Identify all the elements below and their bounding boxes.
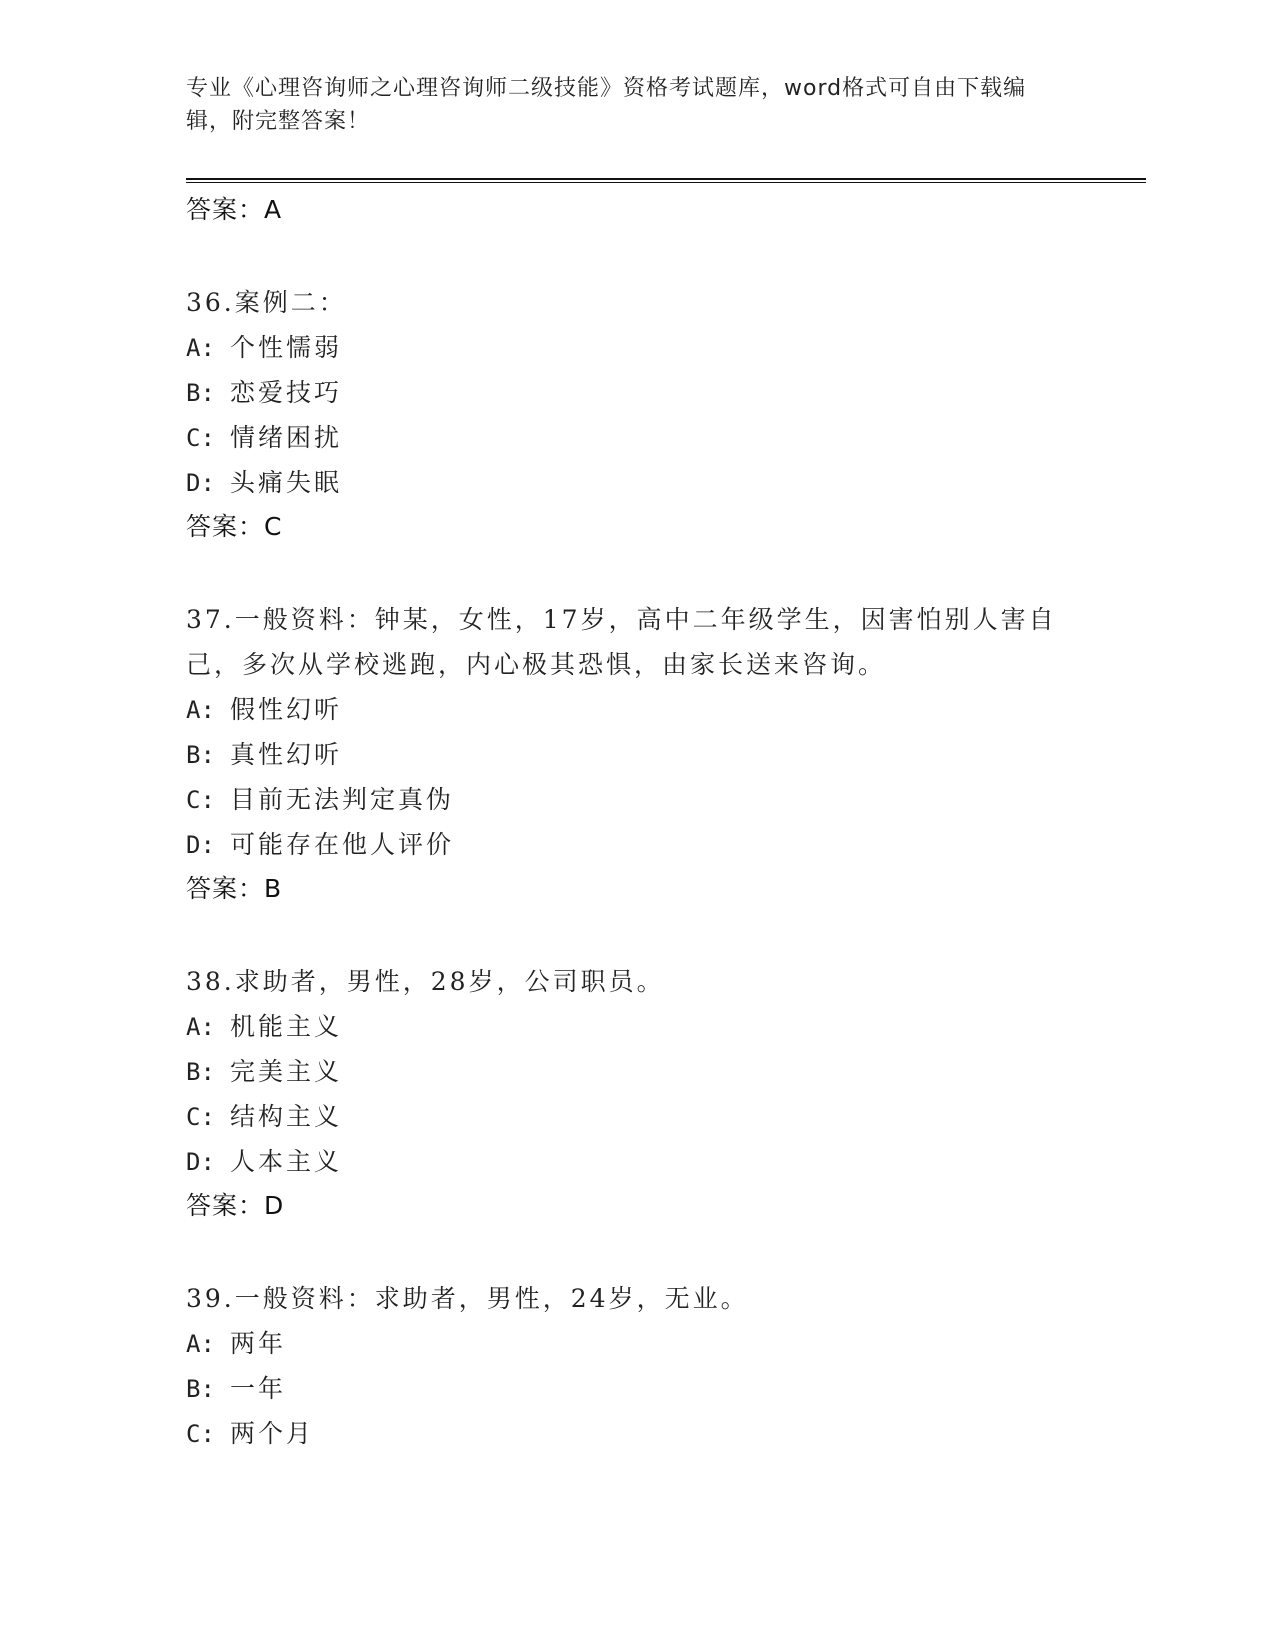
option-letter: C: xyxy=(186,1103,215,1131)
option-text: 完美主义 xyxy=(230,1057,343,1086)
option-letter: B: xyxy=(186,1058,215,1086)
option-text: 两个月 xyxy=(230,1419,315,1448)
option-letter: D: xyxy=(186,469,215,497)
question-stem: 39.一般资料：求助者，男性，24岁，无业。 xyxy=(186,1284,749,1313)
option-a xyxy=(186,1004,1086,1049)
option-text: 结构主义 xyxy=(230,1102,343,1131)
option-letter: D: xyxy=(186,1148,215,1176)
option-letter: B: xyxy=(186,379,215,407)
option-b xyxy=(186,1366,1086,1411)
option-text: 个性懦弱 xyxy=(230,333,343,362)
option-letter: C: xyxy=(186,424,215,452)
option-letter: C: xyxy=(186,1420,215,1448)
answer-line: 答案：B xyxy=(186,874,283,903)
option-letter: B: xyxy=(186,1375,215,1403)
answer-line: 答案：C xyxy=(186,512,283,541)
option-c xyxy=(186,1094,1086,1139)
option-c xyxy=(186,777,1086,822)
question-39 xyxy=(186,1276,1086,1456)
question-stem: 37.一般资料：钟某，女性，17岁，高中二年级学生，因害怕别人害自己，多次从学校逃跑，内心极其恐惧，由家长送来咨询。 xyxy=(186,605,1057,679)
option-c xyxy=(186,1411,1086,1456)
option-a xyxy=(186,325,1086,370)
option-letter: A: xyxy=(186,334,215,362)
option-letter: D: xyxy=(186,831,215,859)
option-text: 两年 xyxy=(230,1329,287,1358)
document-header: 专业《心理咨询师之心理咨询师二级技能》资格考试题库，word格式可自由下载编辑，附完整答案！ xyxy=(186,76,1027,134)
option-text: 人本主义 xyxy=(230,1147,343,1176)
option-text: 假性幻听 xyxy=(230,695,343,724)
option-text: 真性幻听 xyxy=(230,740,343,769)
option-text: 恋爱技巧 xyxy=(230,378,343,407)
option-b xyxy=(186,370,1086,415)
option-b xyxy=(186,1049,1086,1094)
question-spacer xyxy=(186,232,1086,280)
question-list xyxy=(186,188,1086,1456)
option-d xyxy=(186,822,1086,867)
question-38 xyxy=(186,959,1086,1228)
option-a xyxy=(186,1321,1086,1366)
question-37 xyxy=(186,597,1086,911)
option-text: 机能主义 xyxy=(230,1012,343,1041)
question-spacer xyxy=(186,549,1086,597)
option-d xyxy=(186,1139,1086,1184)
question-spacer xyxy=(186,911,1086,959)
option-letter: C: xyxy=(186,786,215,814)
question-stem: 36.案例二： xyxy=(186,288,347,317)
header-divider xyxy=(186,178,1146,183)
option-letter: A: xyxy=(186,1013,215,1041)
option-b xyxy=(186,732,1086,777)
option-text: 可能存在他人评价 xyxy=(230,830,455,859)
option-letter: B: xyxy=(186,741,215,769)
question-36 xyxy=(186,280,1086,549)
option-text: 一年 xyxy=(230,1374,287,1403)
option-d xyxy=(186,460,1086,505)
option-text: 目前无法判定真伪 xyxy=(230,785,455,814)
question-stem: 38.求助者，男性，28岁，公司职员。 xyxy=(186,967,665,996)
answer-line: 答案：D xyxy=(186,1191,285,1220)
option-letter: A: xyxy=(186,1330,215,1358)
question-spacer xyxy=(186,1228,1086,1276)
option-text: 头痛失眠 xyxy=(230,468,343,497)
option-c xyxy=(186,415,1086,460)
option-a xyxy=(186,687,1086,732)
option-text: 情绪困扰 xyxy=(230,423,343,452)
option-letter: A: xyxy=(186,696,215,724)
answer-line: 答案：A xyxy=(186,195,283,224)
